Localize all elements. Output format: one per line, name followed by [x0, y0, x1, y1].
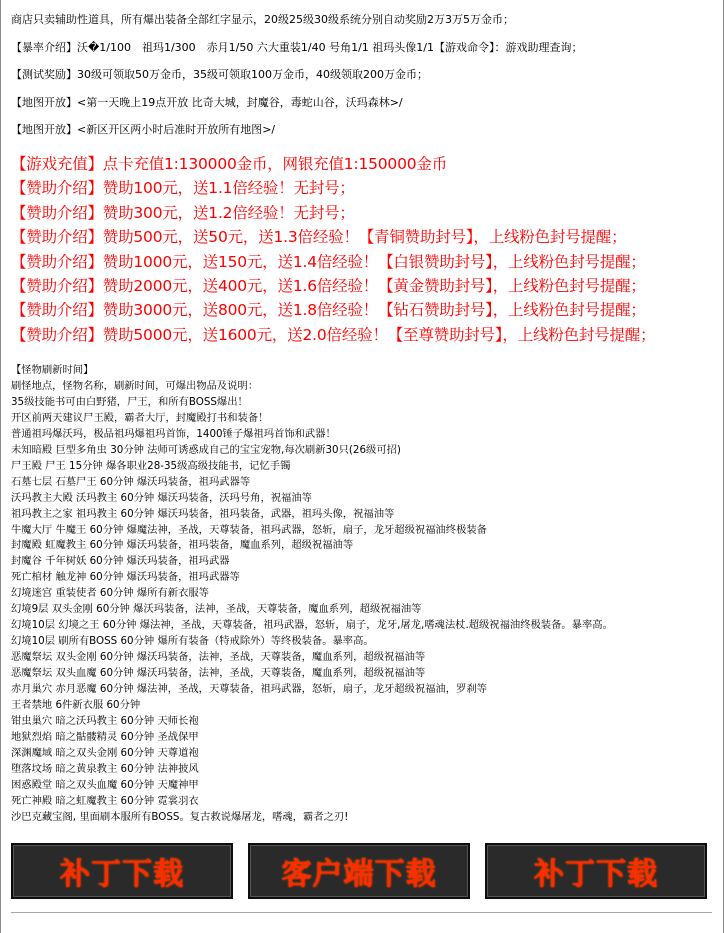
list-item: 钳虫巢穴 暗之沃玛教主 60分钟 天师长袍 [11, 714, 199, 727]
list-item: 幻境10层 刷所有BOSS 60分钟 爆所有装备（特戒除外）等终极装备。暴率高。 [11, 635, 374, 648]
client-download-button[interactable] [248, 843, 470, 899]
list-item: 幻境9层 双头金刚 60分钟 爆沃玛装备，法神，圣战，天尊装备，魔血系列，超级祝福油等 [11, 603, 422, 616]
sponsor-section [11, 152, 723, 347]
download-buttons [11, 843, 707, 899]
map-open-info-2: 【地图开放】<新区开区两小时后准时开放所有地图>/ [11, 123, 276, 136]
sponsor-tier-5000: 【赞助介绍】赞助5000元，送1600元，送2.0倍经验！【至尊赞助封号】，上线粉色封号提醒； [11, 325, 656, 344]
list-item: 堕落坟场 暗之黄泉教主 60分钟 法神披风 [11, 762, 199, 775]
list-item: 幻境迷宫 重装使者 60分钟 爆所有新衣服等 [11, 587, 209, 600]
list-item: 沙巴克藏宝阁, 里面刷本服所有BOSS。复古救说爆屠龙，嗜魂，霸者之刃! [11, 810, 349, 823]
list-item: 封魔谷 千年树妖 60分钟 爆沃玛装备，祖玛武器 [11, 555, 230, 568]
list-item: 死亡神殿 暗之虹魔教主 60分钟 霓裳羽衣 [11, 794, 199, 807]
sponsor-tier-1000: 【赞助介绍】赞助1000元，送150元，送1.4倍经验！【白银赞助封号】，上线粉色封号提醒； [11, 252, 646, 271]
list-item: 困惑殿堂 暗之双头血魔 60分钟 天魔神甲 [11, 778, 199, 791]
patch-download-label: 补丁下载 [60, 857, 184, 892]
monster-list-header: 刷怪地点，怪物名称，刷新时间，可爆出物品及说明： [11, 379, 259, 392]
sponsor-tier-300: 【赞助介绍】赞助300元，送1.2倍经验！无封号； [11, 203, 355, 222]
list-item: 35级技能书可由白野猪，尸王，和所有BOSS爆出！ [11, 395, 248, 408]
drop-rate-info: 【暴率介绍】沃�1/100 祖玛1/300 赤月1/50 六大重装1/40 号角1/1 祖玛头像1/1【游戏命令】：游戏助理查询； [11, 41, 583, 54]
list-item: 沃玛教主大殿 沃玛教主 60分钟 爆沃玛装备，沃玛号角，祝福油等 [11, 491, 312, 504]
list-item: 王者禁地 6件新衣服 60分钟 [11, 699, 141, 712]
patch-download-button[interactable] [11, 843, 233, 899]
list-item: 地狱烈焰 暗之骷髅精灵 60分钟 圣战保甲 [11, 730, 199, 743]
divider [11, 912, 712, 913]
list-item: 幻境10层 幻境之王 60分钟 爆法神，圣战，天尊装备，祖玛武器，怒斩，扇子，龙牙,屠龙,嗜魂法杖.超级祝福油终极装备。暴率高。 [11, 619, 613, 632]
list-item: 深渊魔域 暗之双头金刚 60分钟 天尊道袍 [11, 746, 199, 759]
list-item: 恶魔祭坛 双头金刚 60分钟 爆沃玛装备，法神，圣战，天尊装备，魔血系列，超级祝福油等 [11, 651, 426, 664]
recharge-info: 【游戏充值】点卡充值1:130000金币，网银充值1:150000金币 [11, 155, 448, 173]
list-item: 开区前两天建议尸王殿，霸者大厅，封魔殿打书和装备！ [11, 411, 269, 424]
list-item: 尸王殿 尸王 15分钟 爆各职业28-35级高级技能书，记忆手镯 [11, 459, 291, 472]
patch-download-label-2: 补丁下载 [534, 857, 658, 892]
monster-refresh-section [11, 363, 719, 826]
sponsor-tier-2000: 【赞助介绍】赞助2000元，送400元，送1.6倍经验！【黄金赞助封号】，上线粉色封号提醒； [11, 277, 646, 296]
list-item: 未知暗殿 巨型多角虫 30分钟 法师可诱惑成自己的宝宝宠物,每次刷新30只(26级可招) [11, 443, 401, 456]
list-item: 死亡棺材 触龙神 60分钟 爆沃玛装备，祖玛武器等 [11, 571, 240, 584]
test-reward-info: 【测试奖励】30级可领取50万金币，35级可领取100万金币，40级领取200万金币； [11, 68, 428, 81]
patch-download-button-2[interactable] [485, 843, 707, 899]
map-open-info: 【地图开放】<第一天晚上19点开放 比奇大城，封魔谷，毒蛇山谷，沃玛森林>/ [11, 96, 403, 109]
sponsor-tier-3000: 【赞助介绍】赞助3000元，送800元，送1.8倍经验！【钻石赞助封号】，上线粉色封号提醒； [11, 301, 646, 320]
list-item: 石墓七层 石墓尸王 60分钟 爆沃玛装备，祖玛武器等 [11, 475, 251, 488]
list-item: 牛魔大厅 牛魔王 60分钟 爆魔法神，圣战，天尊装备，祖玛武器，怒斩，扇子，龙牙超级祝福油终极装备 [11, 523, 487, 536]
sponsor-tier-100: 【赞助介绍】赞助100元，送1.1倍经验！无封号； [11, 179, 355, 198]
list-item: 普通祖玛爆沃玛，极品祖玛爆祖玛首饰，1400锤子爆祖玛首饰和武器！ [11, 427, 336, 440]
list-item: 恶魔祭坛 双头血魔 60分钟 爆沃玛装备，法神，圣战，天尊装备，魔血系列，超级祝福油等 [11, 667, 426, 680]
shop-notice: 商店只卖辅助性道具，所有爆出装备全部红字显示，20级25级30级系统分别自动奖励2万3万5万金币； [11, 13, 514, 26]
sponsor-tier-500: 【赞助介绍】赞助500元，送50元，送1.3倍经验！【青铜赞助封号】，上线粉色封号提醒； [11, 228, 627, 247]
list-item: 祖玛教主之家 祖玛教主 60分钟 爆沃玛装备，祖玛装备，武器，祖玛头像，祝福油等 [11, 507, 395, 520]
client-download-label: 客户端下载 [281, 857, 437, 892]
monster-section-title: 【怪物刷新时间】 [11, 364, 94, 376]
list-item: 封魔殿 虹魔教主 60分钟 爆沃玛装备，祖玛装备，魔血系列，超级祝福油等 [11, 539, 354, 552]
list-item: 赤月巢穴 赤月恶魔 60分钟 爆法神，圣战，天尊装备，祖玛武器，怒斩，扇子，龙牙超级祝福油，罗刹等 [11, 683, 487, 696]
